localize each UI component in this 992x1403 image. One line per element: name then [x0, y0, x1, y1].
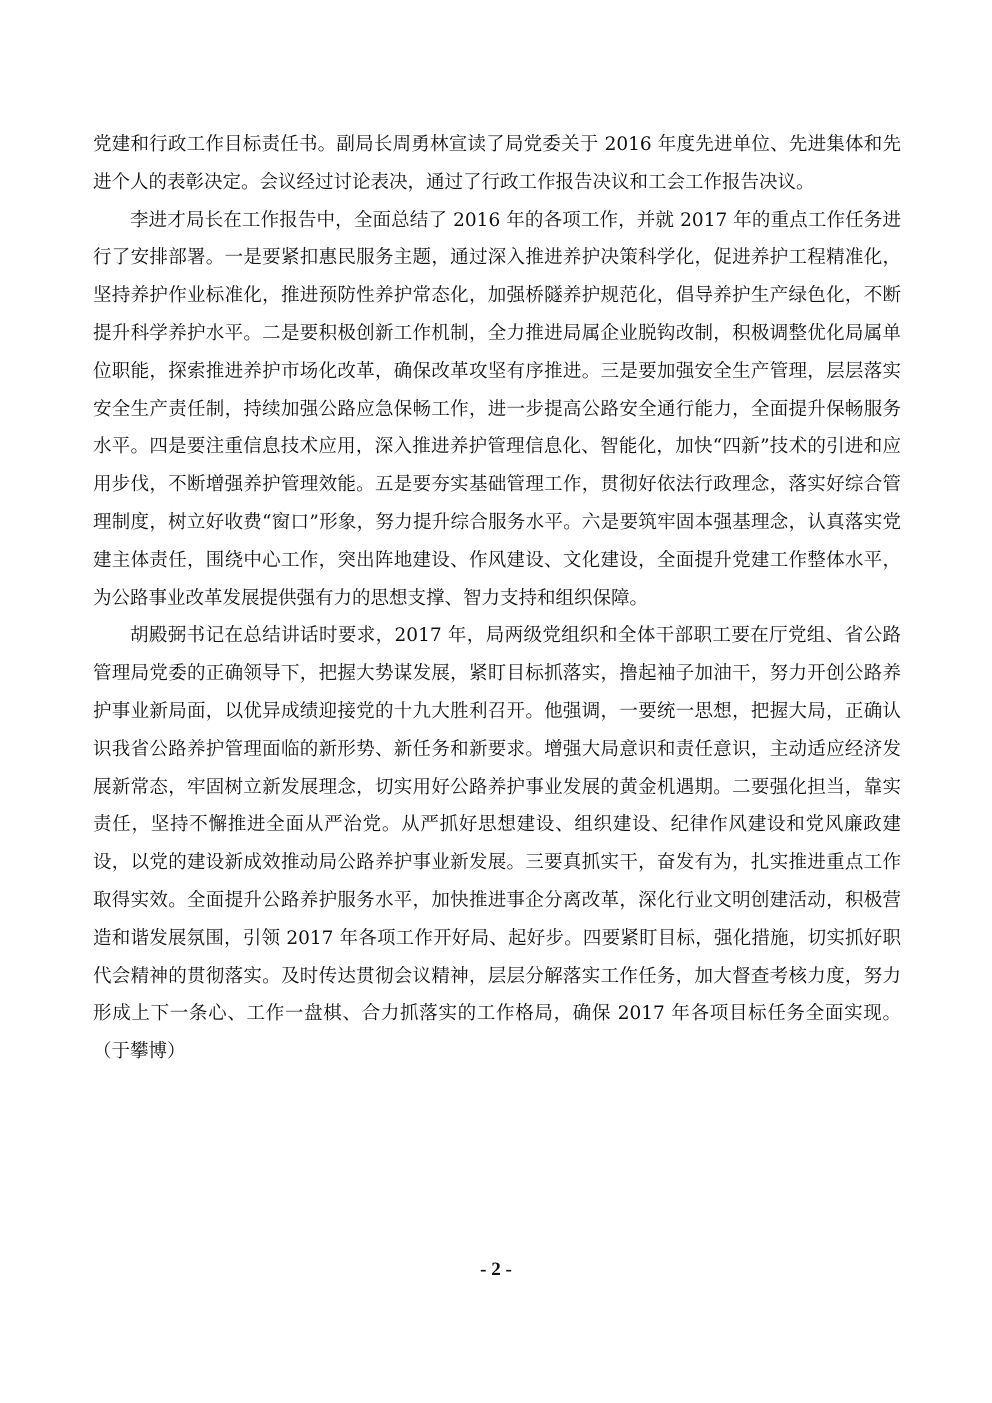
page-number: - 2 -	[480, 1259, 512, 1280]
paragraph-1: 党建和行政工作目标责任书。副局长周勇林宣读了局党委关于 2016 年度先进单位、先进集体和先进个人的表彰决定。会议经过讨论表决，通过了行政工作报告决议和工会工作报告决议。	[93, 134, 901, 193]
paragraph-2: 李进才局长在工作报告中，全面总结了 2016 年的各项工作，并就 2017 年的重点工作任务进行了安排部署。一是要紧扣惠民服务主题，通过深入推进养护决策科学化，促进养护工程精准化，坚持养护作业标准化，推进预防性养护常态化，加强桥隧养护规范化，倡导养护生产绿色化，不断提升科学养护水平。二是要积极创新工作机制，全力推进局属企业脱钩改制，积极调整优化局属单位职能，探索推进养护市场化改革，确保改革攻坚有序推进。三是要加强安全生产管理，层层落实安全生产责任制，持续加强公路应急保畅工作，进一步提高公路安全通行能力，全面提升保畅服务水平。四是要注重信息技术应用，深入推进养护管理信息化、智能化，加快“四新”技术的引进和应用步伐，不断增强养护管理效能。五是要夯实基础管理工作，贯彻好依法行政理念，落实好综合管理制度，树立好收费“窗口”形象，努力提升综合服务水平。六是要筑牢固本强基理念，认真落实党建主体责任，围绕中心工作，突出阵地建设、作风建设、文化建设，全面提升党建工作整体水平，为公路事业改革发展提供强有力的思想支撑、智力支持和组织保障。	[93, 209, 901, 609]
article-body	[93, 126, 901, 1071]
paragraph-3: 胡殿弼书记在总结讲话时要求，2017 年，局两级党组织和全体干部职工要在厅党组、省公路管理局党委的正确领导下，把握大势谋发展，紧盯目标抓落实，撸起袖子加油干，努力开创公路养护事业新局面，以优异成绩迎接党的十九大胜利召开。他强调，一要统一思想，把握大局，正确认识我省公路养护管理面临的新形势、新任务和新要求。增强大局意识和责任意识，主动适应经济发展新常态，牢固树立新发展理念，切实用好公路养护事业发展的黄金机遇期。二要强化担当，靠实责任，坚持不懈推进全面从严治党。从严抓好思想建设、组织建设、纪律作风建设和党风廉政建设，以党的建设新成效推动局公路养护事业新发展。三要真抓实干，奋发有为，扎实推进重点工作取得实效。全面提升公路养护服务水平，加快推进事企分离改革，深化行业文明创建活动，积极营造和谐发展氛围，引领 2017 年各项工作开好局、起好步。四要紧盯目标，强化措施，切实抓好职代会精神的贯彻落实。及时传达贯彻会议精神，层层分解落实工作任务，加大督查考核力度，努力形成上下一条心、工作一盘棋、合力抓落实的工作格局，确保 2017 年各项目标任务全面实现。（于攀博）	[93, 625, 901, 1063]
